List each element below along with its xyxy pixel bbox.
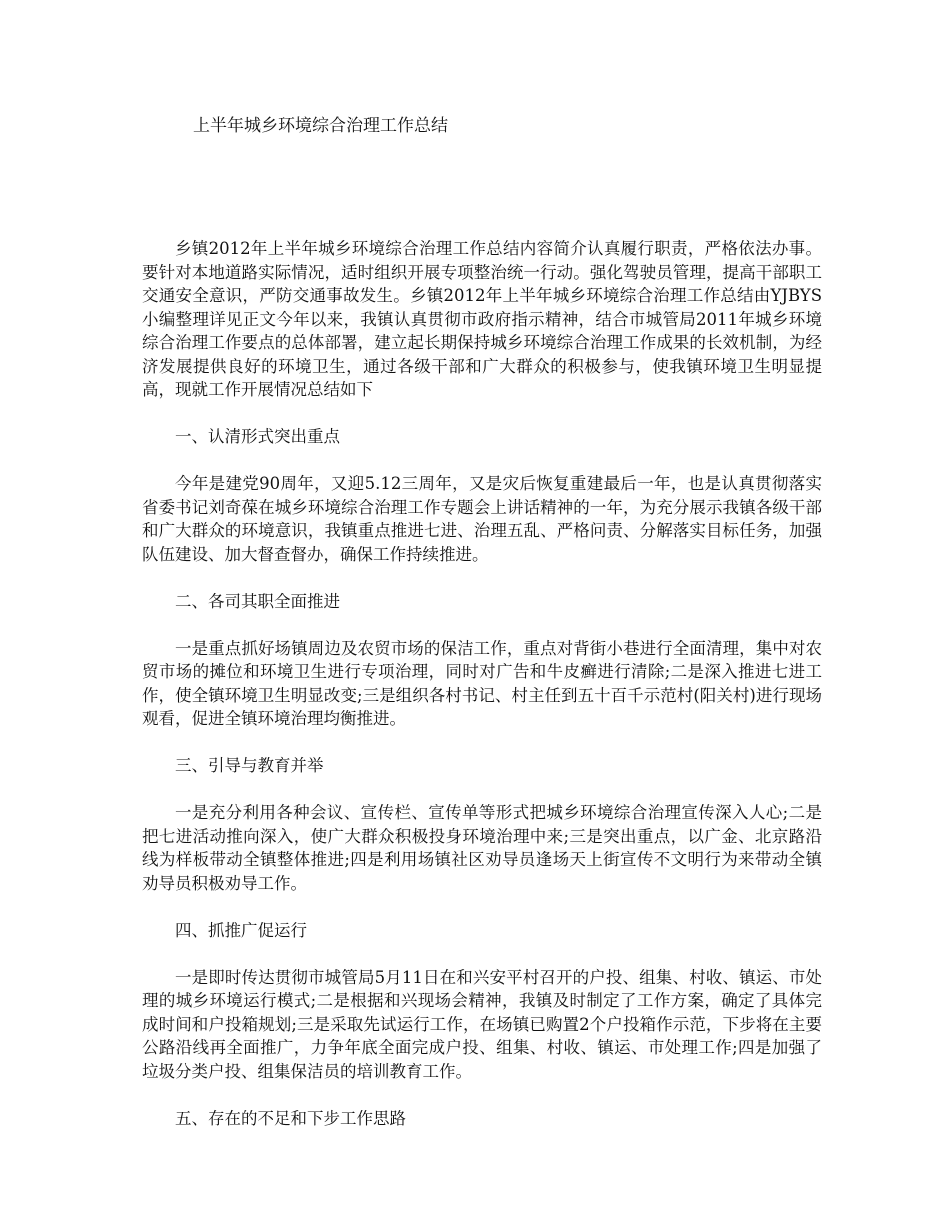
section-4-text: 一是即时传达贯彻市城管局5月11日在和兴安平村召开的户投、组集、村收、镇运、市处理的城乡环境运行模式;二是根据和兴现场会精神，我镇及时制定了工作方案，确定了具体完成时间和户投箱规划;三是采取先试运行工作，在场镇已购置2个户投箱作示范，下步将在主要公路沿线再全面推广，力争年底全面完成户投、组集、村收、镇运、市处理工作;四是加强了垃圾分类户投、组集保洁员的培训教育工作。 [142, 967, 822, 1081]
section-3-text: 一是充分利用各种会议、宣传栏、宣传单等形式把城乡环境综合治理宣传深入人心;二是把七进活动推向深入，使广大群众积极投身环境治理中来;三是突出重点，以广金、北京路沿线为样板带动全镇整体推进;四是利用场镇社区劝导员逢场天上街宣传不文明行为来带动全镇劝导员积极劝导工作。 [142, 803, 822, 893]
intro-paragraph: 乡镇2012年上半年城乡环境综合治理工作总结内容简介认真履行职责，严格依法办事。要针对本地道路实际情况，适时组织开展专项整治统一行动。强化驾驶员管理，提高干部职工交通安全意识，严防交通事故发生。乡镇2012年上半年城乡环境综合治理工作总结由YJBYS小编整理详见正文今年以来，我镇认真贯彻市政府指示精神，结合市城管局2011年城乡环境综合治理工作要点的总体部署，建立起长期保持城乡环境综合治理工作成果的长效机制，为经济发展提供良好的环境卫生，通过各级干部和广大群众的积极参与，使我镇环境卫生明显提高，现就工作开展情况总结如下 [142, 239, 822, 399]
section-3-heading: 三、引导与教育并举 [175, 756, 324, 775]
section-5-heading: 五、存在的不足和下步工作思路 [175, 1108, 406, 1128]
section-4-heading: 四、抓推广促运行 [175, 920, 307, 940]
section-2-heading: 二、各司其职全面推进 [175, 591, 340, 611]
section-1-text: 今年是建党90周年，又迎5.12三周年，又是灾后恢复重建最后一年，也是认真贯彻落实省委书记刘奇葆在城乡环境综合治理工作专题会上讲话精神的一年，为充分展示我镇各级干部和广大群众的环境意识，我镇重点推进七进、治理五乱、严格问责、分解落实目标任务，加强队伍建设、加大督查督办，确保工作持续推进。 [142, 474, 822, 564]
section-2-text: 一是重点抓好场镇周边及农贸市场的保洁工作，重点对背街小巷进行全面清理，集中对农贸市场的摊位和环境卫生进行专项治理，同时对广告和牛皮癣进行清除;二是深入推进七进工作，使全镇环境卫生明显改变;三是组织各村书记、村主任到五十百千示范村(阳关村)进行现场观看，促进全镇环境治理均衡推进。 [142, 638, 822, 728]
section-1-heading: 一、认清形式突出重点 [175, 427, 340, 446]
document-title: 上半年城乡环境综合治理工作总结 [193, 116, 448, 136]
document-body [142, 237, 822, 1154]
